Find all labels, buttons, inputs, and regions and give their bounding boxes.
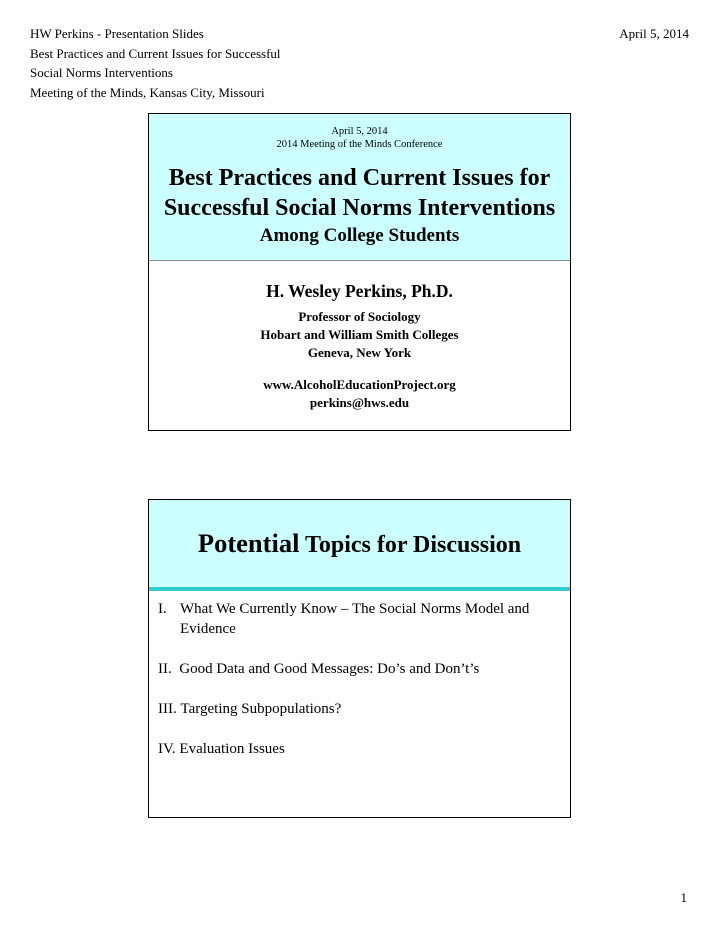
header-line: HW Perkins - Presentation Slides [30,26,204,41]
list-item [158,739,562,759]
author-position: Professor of Sociology [298,309,421,324]
list-number: IV. [158,741,176,757]
list-text: Targeting Subpopulations? [180,701,342,717]
title-band [149,500,570,587]
list-item [158,699,562,719]
topic-list [149,591,570,759]
list-text: Evaluation Issues [179,741,285,757]
slide-title-rest: Topics for Discussion [299,532,522,558]
slide-title-line: Successful Social Norms Interventions [163,195,556,221]
slide-title-line: Best Practices and Current Issues for [168,165,551,191]
list-text: What We Currently Know – The Social Norms Model and Evidence [180,601,530,637]
list-number: III. [158,701,177,717]
author-location: Geneva, New York [307,345,412,360]
author-institution: Hobart and William Smith Colleges [260,327,459,342]
list-item [158,659,562,679]
slide-subtitle: Among College Students [259,225,460,246]
list-number: II. [158,661,172,677]
page-header [30,24,281,102]
author-name: H. Wesley Perkins, Ph.D. [266,281,453,301]
header-line: Meeting of the Minds, Kansas City, Missouri [30,84,265,100]
slide-date: April 5, 2014 [331,126,388,137]
slide-title-lead: Potential [197,528,300,558]
title-slide [148,113,571,431]
email-link[interactable]: perkins@hws.edu [309,395,410,410]
page-number: 1 [680,890,687,905]
slide-title [198,528,521,559]
title-band [149,114,570,261]
header-date: April 5, 2014 [619,26,689,41]
conference-name: 2014 Meeting of the Minds Conference [276,139,443,150]
website-link[interactable]: www.AlcoholEducationProject.org [263,377,456,392]
header-line: Social Norms Interventions [30,65,173,80]
list-text: Good Data and Good Messages: Do’s and Don’t’s [179,661,480,677]
author-block [149,261,570,412]
topics-slide [148,499,571,818]
list-number: I. [158,601,167,617]
list-item [158,599,562,639]
header-line: Best Practices and Current Issues for Successful [30,45,281,61]
